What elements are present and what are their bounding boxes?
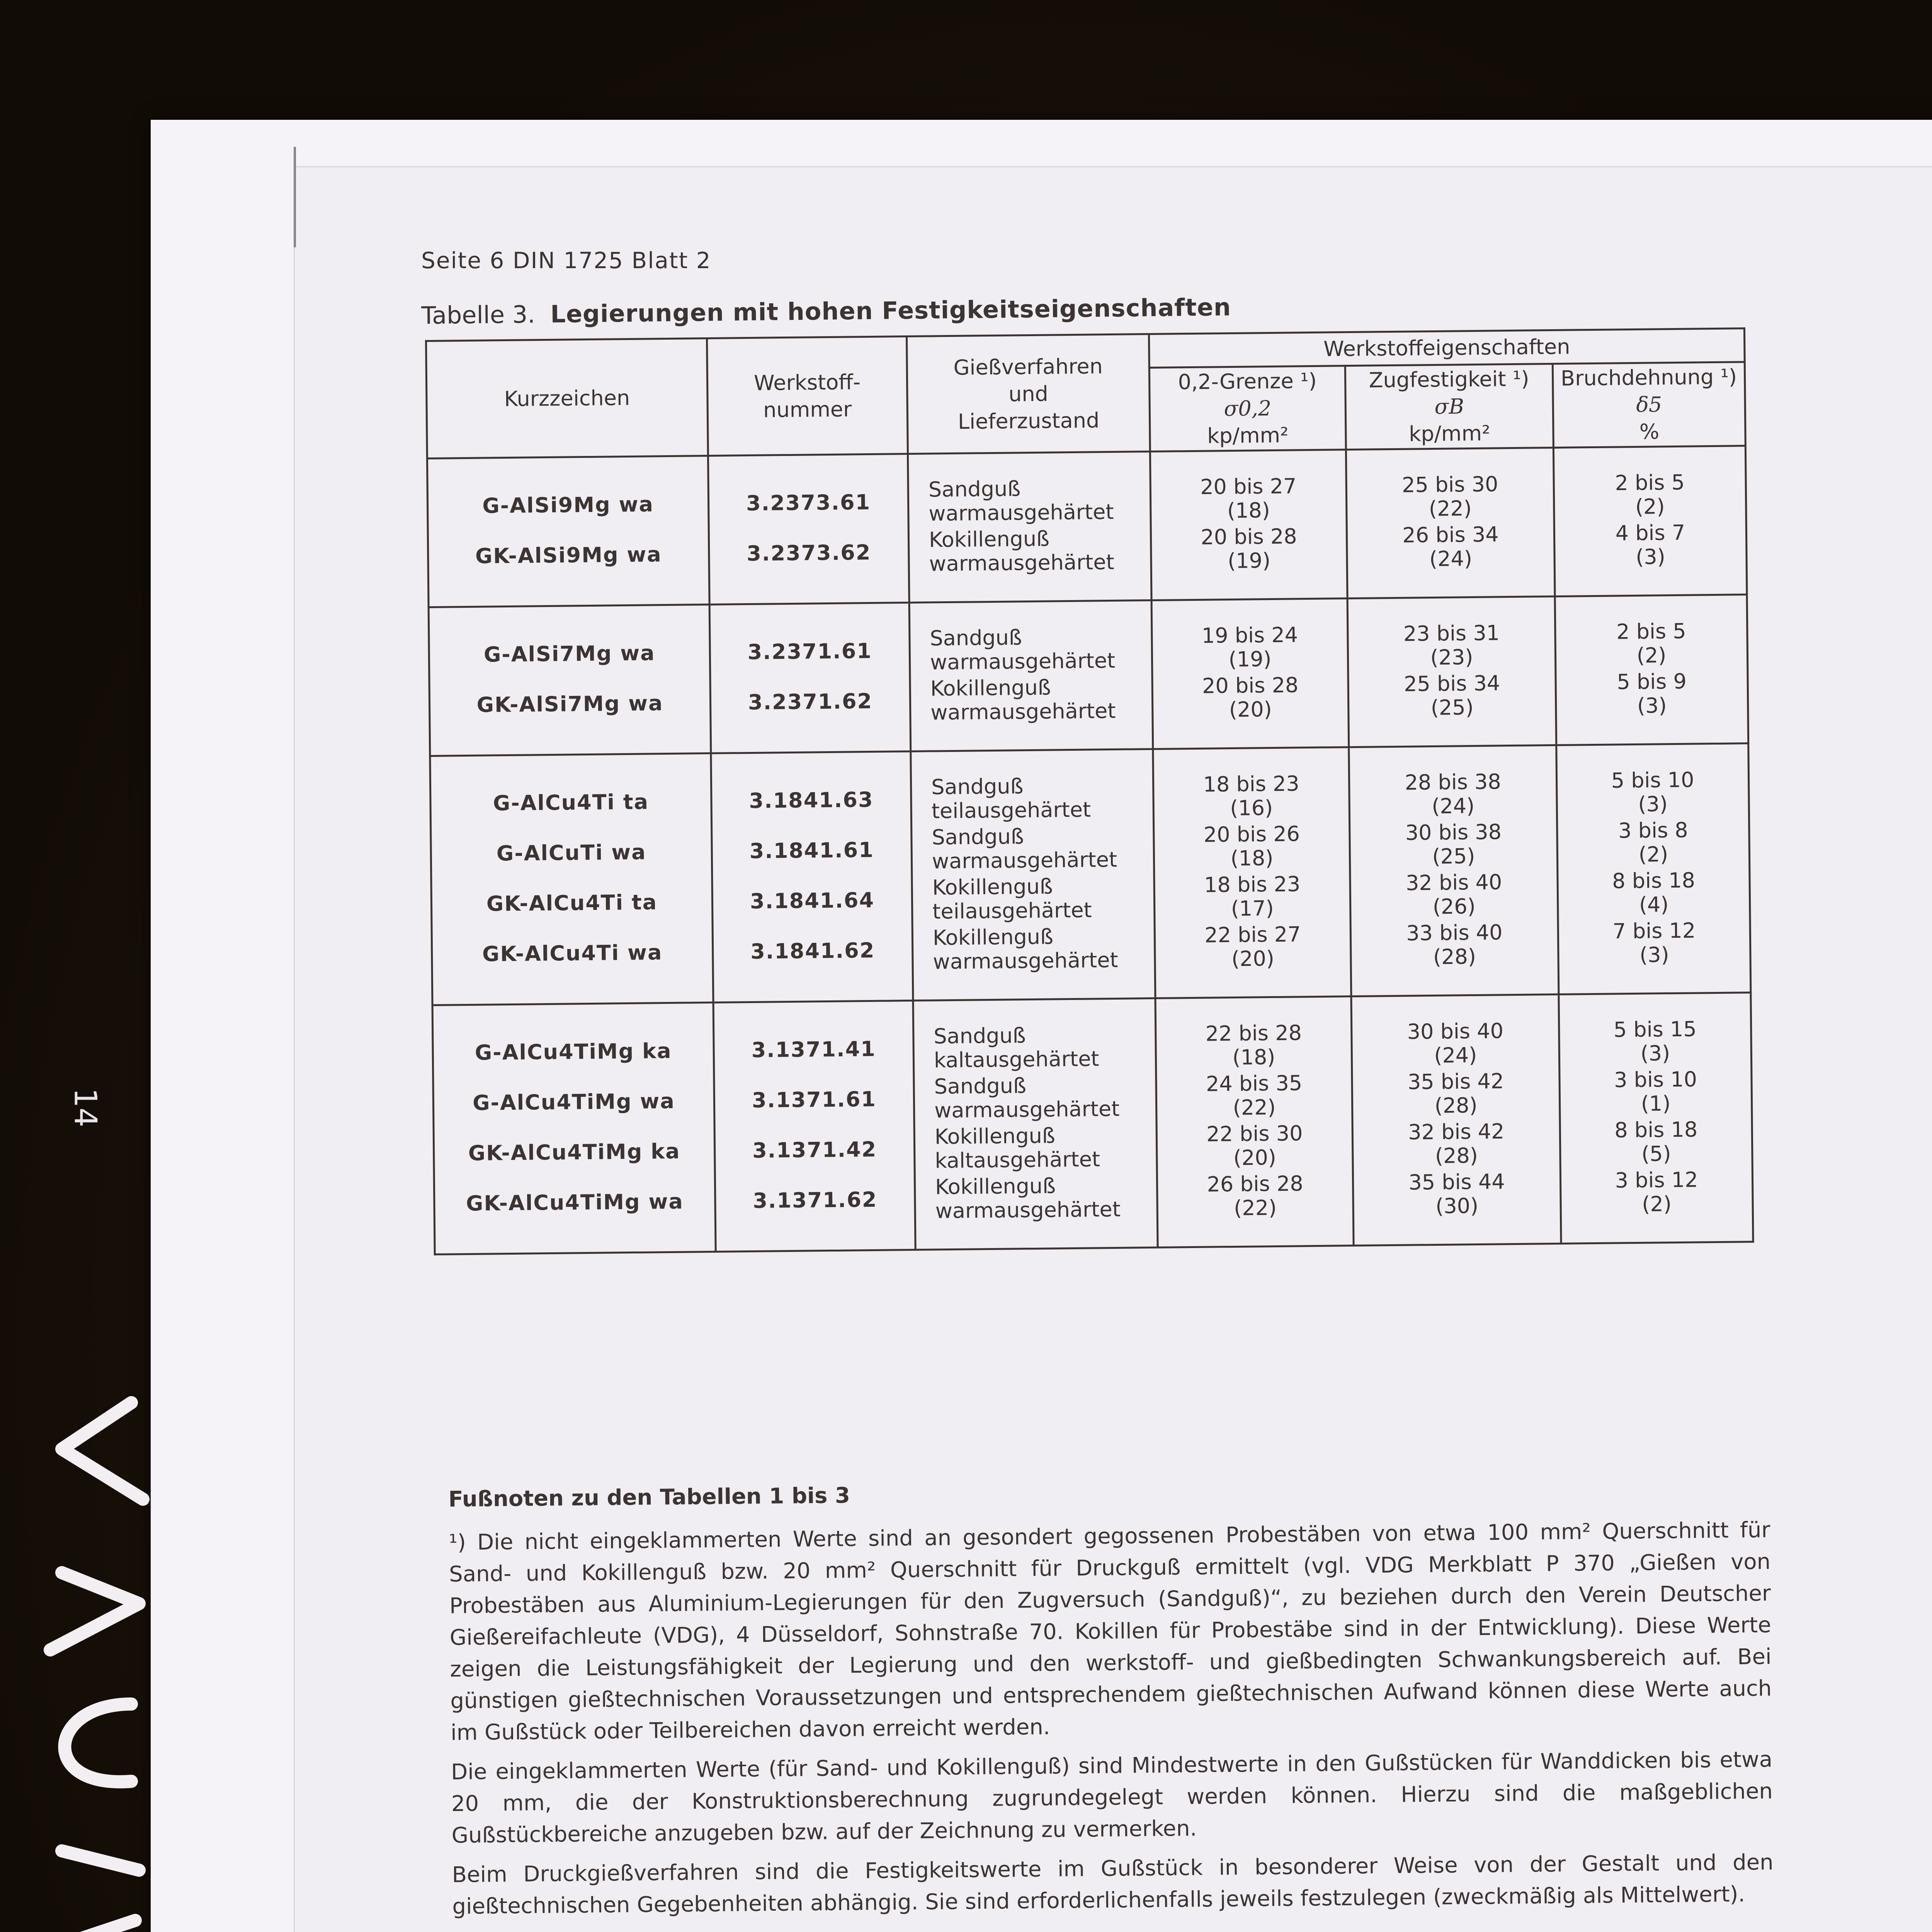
process-condition: warmausgehärtet: [930, 698, 1116, 725]
alloy-designation: GK-AlSi7Mg wa: [476, 691, 663, 717]
header-grenze-symbol: σ0,2: [1224, 396, 1272, 421]
range: 20 bis 28: [1201, 524, 1297, 549]
yield-strength-value: [1157, 673, 1344, 723]
tensile-strength-value: [1354, 820, 1553, 869]
giessverfahren-cell: [909, 600, 1153, 751]
casting-process: [934, 1022, 1151, 1072]
minimum: (20): [1229, 697, 1272, 722]
elongation-value: [1564, 1067, 1747, 1117]
material-number: 3.1841.64: [750, 888, 875, 913]
process-condition: warmausgehärtet: [929, 499, 1114, 526]
yield-strength-value: [1155, 474, 1342, 524]
minimum: (3): [1635, 544, 1666, 569]
bruch-cell: [1553, 446, 1747, 597]
range: 18 bis 23: [1203, 771, 1300, 797]
tensile-strength-value: [1358, 1169, 1556, 1219]
minimum: (2): [1636, 643, 1667, 668]
process-name: Sandguß: [932, 824, 1024, 850]
minimum: (22): [1429, 496, 1472, 521]
tensile-strength-value: [1355, 920, 1554, 970]
material-number: 3.2371.61: [747, 638, 872, 665]
range: 5 bis 15: [1613, 1017, 1697, 1042]
process-condition: kaltausgehärtet: [934, 1046, 1099, 1073]
header-giessverfahren: Gießverfahren und Lieferzustand: [906, 334, 1150, 454]
minimum: (3): [1639, 942, 1669, 967]
minimum: (18): [1230, 845, 1274, 871]
footnote-paragraph: Beim Druckgießverfahren sind die Festigkeitswerte im Gußstück in besonderer Weise von der Gestalt und den gießtechnischen Gegebenheiten abhängig. Sie sind erforderlichenfalls jeweils festzulegen (zweckmäßig als Mittelwert).: [452, 1850, 1774, 1919]
process-condition: kaltausgehärtet: [935, 1147, 1100, 1173]
tensile-strength-value: [1354, 769, 1552, 819]
header-zug-unit: kp/mm²: [1408, 421, 1491, 446]
range: 25 bis 30: [1401, 472, 1498, 497]
table-row: [429, 595, 1748, 756]
footnote-paragraph: ¹) Die nicht eingeklammerten Werte sind an gesondert gegossenen Probestäben von etwa 100 mm² Querschnitt für Sand- und Kokillenguß bzw. 20 mm² Querschnitt für Druckguß ermittelt (vgl. VDG Merkblatt P 370 „Gießen von Probestäben aus Aluminium-Legierungen für den Zugversuch (Sandguß)“, zu beziehen durch den Verein Deutscher Gießereifachleute (VDG), 4 Düsseldorf, Sohnstraße 70. Kokillen für Probestäbe sind in der Entwicklung). Diese Werte zeigen die Leistungsfähigkeit der Legierung und den werkstoff- und gießbedingten Schwankungsbereich auf. Bei günstigen gießtechnischen Voraussetzungen und entsprechendem gießtechnischen Aufwand können diese Werte auch im Gußstück oder Teilbereichen davon erreicht werden.: [449, 1517, 1772, 1745]
zug-cell: [1349, 745, 1559, 996]
material-number: 3.1841.63: [749, 787, 874, 813]
minimum: (24): [1429, 546, 1473, 571]
grenze-cell: [1155, 997, 1354, 1248]
range: 20 bis 28: [1202, 673, 1299, 698]
range: 8 bis 18: [1612, 868, 1696, 893]
tensile-strength-value: [1353, 671, 1551, 721]
range: 30 bis 38: [1405, 820, 1502, 845]
minimum: (3): [1640, 1041, 1670, 1066]
minimum: (20): [1233, 1145, 1277, 1170]
range: 2 bis 5: [1615, 470, 1685, 495]
process-condition: warmausgehärtet: [932, 847, 1117, 874]
elongation-value: [1562, 868, 1745, 918]
process-condition: warmausgehärtet: [933, 947, 1118, 974]
footnotes-heading: Fußnoten zu den Tabellen 1 bis 3: [448, 1483, 850, 1512]
minimum: (2): [1638, 842, 1668, 867]
range: 18 bis 23: [1204, 872, 1301, 897]
process-condition: teilausgehärtet: [931, 797, 1091, 823]
material-number: 3.1371.42: [752, 1137, 877, 1163]
bruch-cell: [1555, 595, 1748, 745]
casting-process: [935, 1173, 1153, 1223]
yield-strength-value: [1156, 524, 1342, 574]
process-name: Kokillenguß: [930, 675, 1051, 701]
range: 5 bis 9: [1617, 669, 1687, 694]
minimum: (18): [1232, 1044, 1276, 1070]
range: 22 bis 30: [1206, 1121, 1303, 1146]
range: 26 bis 28: [1207, 1171, 1303, 1197]
process-condition: teilausgehärtet: [932, 898, 1092, 924]
range: 22 bis 27: [1204, 922, 1301, 947]
process-name: Kokillenguß: [929, 526, 1050, 552]
alloy-properties-table: [425, 327, 1754, 1255]
table-body: [427, 446, 1753, 1255]
table-row: [430, 743, 1751, 1005]
process-condition: warmausgehärtet: [930, 648, 1116, 675]
tensile-strength-value: [1356, 1019, 1554, 1068]
range: 20 bis 27: [1200, 474, 1297, 499]
header-bruch: [1553, 362, 1745, 448]
process-condition: warmausgehärtet: [934, 1096, 1120, 1123]
crop-mark: [294, 147, 296, 247]
alloy-designation: G-AlCu4TiMg ka: [474, 1038, 672, 1065]
header-bruch-symbol: δ5: [1636, 392, 1662, 417]
process-name: Sandguß: [928, 476, 1021, 502]
yield-strength-value: [1160, 922, 1346, 972]
alloy-designation: GK-AlCu4Ti wa: [482, 940, 663, 966]
minimum: (5): [1641, 1141, 1671, 1166]
bruch-cell: [1559, 993, 1753, 1244]
casting-process: [930, 624, 1147, 674]
alloy-designation: GK-AlCu4Ti ta: [486, 890, 658, 916]
elongation-value: [1560, 669, 1743, 719]
range: 19 bis 24: [1201, 622, 1298, 648]
process-name: Sandguß: [934, 1023, 1026, 1049]
minimum: (22): [1233, 1195, 1277, 1221]
minimum: (17): [1231, 896, 1274, 921]
minimum: (3): [1638, 792, 1668, 816]
casting-process: [930, 675, 1148, 724]
yield-strength-value: [1162, 1171, 1349, 1221]
casting-process: [935, 1123, 1152, 1173]
minimum: (19): [1228, 647, 1272, 672]
range: 2 bis 5: [1616, 619, 1686, 644]
casting-process: [932, 823, 1149, 873]
minimum: (23): [1430, 645, 1473, 670]
zug-cell: [1347, 596, 1556, 747]
range: 8 bis 18: [1614, 1117, 1698, 1143]
minimum: (28): [1435, 1143, 1478, 1168]
giessverfahren-cell: [913, 998, 1158, 1250]
zug-cell: [1346, 447, 1555, 598]
tensile-strength-value: [1357, 1119, 1556, 1169]
tensile-strength-value: [1355, 870, 1553, 920]
header-zug: [1345, 364, 1553, 449]
grenze-cell: [1150, 450, 1347, 600]
minimum: (25): [1430, 695, 1474, 720]
table-row: [432, 993, 1753, 1255]
range: 7 bis 12: [1612, 918, 1696, 944]
range: 33 bis 40: [1406, 920, 1503, 946]
material-number: 3.1841.61: [749, 837, 874, 863]
range: 22 bis 28: [1205, 1020, 1302, 1046]
alloy-designation: GK-AlSi9Mg wa: [475, 542, 662, 568]
yield-strength-value: [1156, 622, 1343, 672]
minimum: (26): [1432, 894, 1476, 919]
yield-strength-value: [1159, 872, 1345, 922]
header-grenze: [1149, 366, 1346, 452]
yield-strength-value: [1160, 1020, 1347, 1070]
process-name: Sandguß: [931, 774, 1024, 799]
header-kurzzeichen: Kurzzeichen: [426, 338, 708, 458]
elongation-value: [1561, 767, 1744, 817]
yield-strength-value: [1161, 1071, 1347, 1121]
process-name: Kokillenguß: [932, 924, 1054, 950]
range: 32 bis 42: [1408, 1119, 1505, 1145]
yield-strength-value: [1162, 1121, 1348, 1171]
process-name: Kokillenguß: [934, 1123, 1056, 1149]
handwritten-annotation: [15, 1372, 155, 1932]
minimum: (28): [1433, 944, 1476, 969]
material-number: 3.1371.61: [752, 1087, 877, 1112]
material-number: 3.1841.62: [750, 938, 875, 964]
alloy-designation: G-AlCu4TiMg wa: [472, 1088, 675, 1115]
header-grenze-unit: kp/mm²: [1207, 423, 1289, 448]
tensile-strength-value: [1352, 522, 1550, 572]
material-number: 3.2373.62: [747, 540, 871, 566]
minimum: (1): [1641, 1091, 1671, 1116]
casting-process: [934, 1073, 1151, 1122]
elongation-value: [1565, 1117, 1747, 1167]
werkstoffnummer-cell: [708, 454, 909, 605]
grenze-cell: [1151, 599, 1349, 749]
table-row: [427, 446, 1747, 607]
kurzzeichen-cell: [430, 753, 713, 1005]
casting-process: [928, 476, 1146, 526]
material-number: 3.1371.62: [753, 1187, 878, 1213]
material-number: 3.2373.61: [746, 490, 871, 516]
bruch-cell: [1556, 743, 1751, 995]
casting-process: [933, 924, 1150, 974]
range: 3 bis 8: [1618, 818, 1688, 843]
table-title-text: Legierungen mit hohen Festigkeitseigenschaften: [550, 293, 1231, 328]
kurzzeichen-cell: [432, 1002, 716, 1254]
grenze-cell: [1153, 747, 1351, 998]
minimum: (4): [1639, 892, 1669, 917]
minimum: (3): [1637, 693, 1667, 718]
alloy-designation: G-AlCu4Ti ta: [493, 789, 649, 816]
range: 35 bis 42: [1407, 1069, 1504, 1094]
range: 26 bis 34: [1402, 522, 1499, 548]
range: 20 bis 26: [1203, 821, 1300, 847]
header-bruch-label: Bruchdehnung ¹): [1560, 364, 1737, 391]
alloy-designation: GK-AlCu4TiMg wa: [466, 1189, 684, 1216]
alloy-designation: G-AlSi7Mg wa: [483, 641, 655, 667]
minimum: (19): [1227, 548, 1271, 573]
process-name: Sandguß: [934, 1073, 1027, 1099]
werkstoffnummer-cell: [711, 751, 913, 1002]
alloy-designation: G-AlSi9Mg wa: [482, 492, 654, 518]
alloy-designation: G-AlCuTi wa: [496, 840, 646, 866]
werkstoffnummer-cell: [709, 603, 911, 753]
header-zug-label: Zugfestigkeit ¹): [1369, 366, 1529, 393]
casting-process: [931, 773, 1149, 823]
process-condition: warmausgehärtet: [929, 549, 1115, 576]
minimum: (24): [1434, 1043, 1477, 1068]
table-container: [425, 327, 1754, 1255]
casting-process: [932, 874, 1150, 923]
range: 23 bis 31: [1403, 621, 1500, 646]
range: 4 bis 7: [1615, 520, 1685, 546]
minimum: (2): [1642, 1192, 1672, 1216]
yield-strength-value: [1158, 771, 1345, 821]
elongation-value: [1562, 818, 1745, 867]
minimum: (24): [1431, 793, 1475, 819]
minimum: (28): [1434, 1093, 1478, 1118]
range: 3 bis 12: [1615, 1167, 1698, 1193]
minimum: (20): [1231, 946, 1275, 971]
footnote-paragraph: Die eingeklammerten Werte (für Sand- und Kokillenguß) sind Mindestwerte in den Gußstücken für Wanddicken bis etwa 20 mm, die der Konstruktionsberechnung zugrundegelegt werden können. Hierzu sind die maßgeblichen Gußstückbereiche anzugeben bzw. auf der Zeichnung zu vermerken.: [451, 1747, 1773, 1848]
range: 28 bis 38: [1405, 769, 1501, 795]
alloy-designation: GK-AlCu4TiMg ka: [468, 1139, 680, 1166]
giessverfahren-cell: [908, 452, 1151, 603]
range: 3 bis 10: [1614, 1067, 1697, 1092]
giessverfahren-cell: [911, 749, 1155, 1000]
page-label: Seite 6 DIN 1725 Blatt 2: [421, 247, 711, 274]
header-grenze-label: 0,2-Grenze ¹): [1178, 368, 1317, 395]
elongation-value: [1564, 1017, 1747, 1066]
zug-cell: [1351, 994, 1561, 1245]
kurzzeichen-cell: [429, 604, 711, 756]
minimum: (18): [1227, 498, 1270, 523]
tensile-strength-value: [1351, 472, 1549, 522]
header-werkstoffnummer: Werkstoff- nummer: [707, 337, 908, 456]
range: 32 bis 40: [1405, 870, 1502, 895]
tensile-strength-value: [1352, 621, 1551, 670]
elongation-value: [1565, 1167, 1748, 1217]
minimum: (25): [1432, 844, 1475, 869]
process-name: Sandguß: [930, 625, 1022, 651]
minimum: (30): [1435, 1193, 1479, 1218]
range: 5 bis 10: [1611, 767, 1694, 793]
elongation-value: [1560, 619, 1743, 668]
range: 30 bis 40: [1407, 1019, 1504, 1044]
werkstoffnummer-cell: [713, 1000, 915, 1252]
header-werkstoffeigenschaften: Werkstoffeigenschaften: [1149, 328, 1745, 368]
material-number: 3.1371.41: [751, 1036, 876, 1062]
material-number: 3.2371.62: [748, 689, 873, 715]
elongation-value: [1558, 470, 1741, 520]
elongation-value: [1559, 520, 1742, 570]
casting-process: [929, 526, 1146, 576]
range: 35 bis 44: [1408, 1169, 1505, 1195]
minimum: (16): [1230, 795, 1273, 821]
kurzzeichen-cell: [427, 456, 709, 607]
header-zug-symbol: σB: [1434, 394, 1464, 419]
minimum: (2): [1635, 494, 1665, 519]
table-number: Tabelle 3.: [421, 300, 536, 330]
header-bruch-unit: %: [1639, 419, 1660, 444]
margin-number: 14: [67, 1088, 104, 1128]
range: 25 bis 34: [1403, 671, 1500, 696]
elongation-value: [1563, 918, 1746, 968]
minimum: (22): [1233, 1095, 1276, 1120]
range: 24 bis 35: [1206, 1071, 1303, 1096]
process-condition: warmausgehärtet: [935, 1197, 1121, 1223]
yield-strength-value: [1158, 821, 1345, 871]
process-name: Kokillenguß: [935, 1173, 1056, 1199]
footnotes: [448, 1471, 1774, 1930]
process-name: Kokillenguß: [932, 874, 1053, 900]
tensile-strength-value: [1357, 1069, 1555, 1119]
